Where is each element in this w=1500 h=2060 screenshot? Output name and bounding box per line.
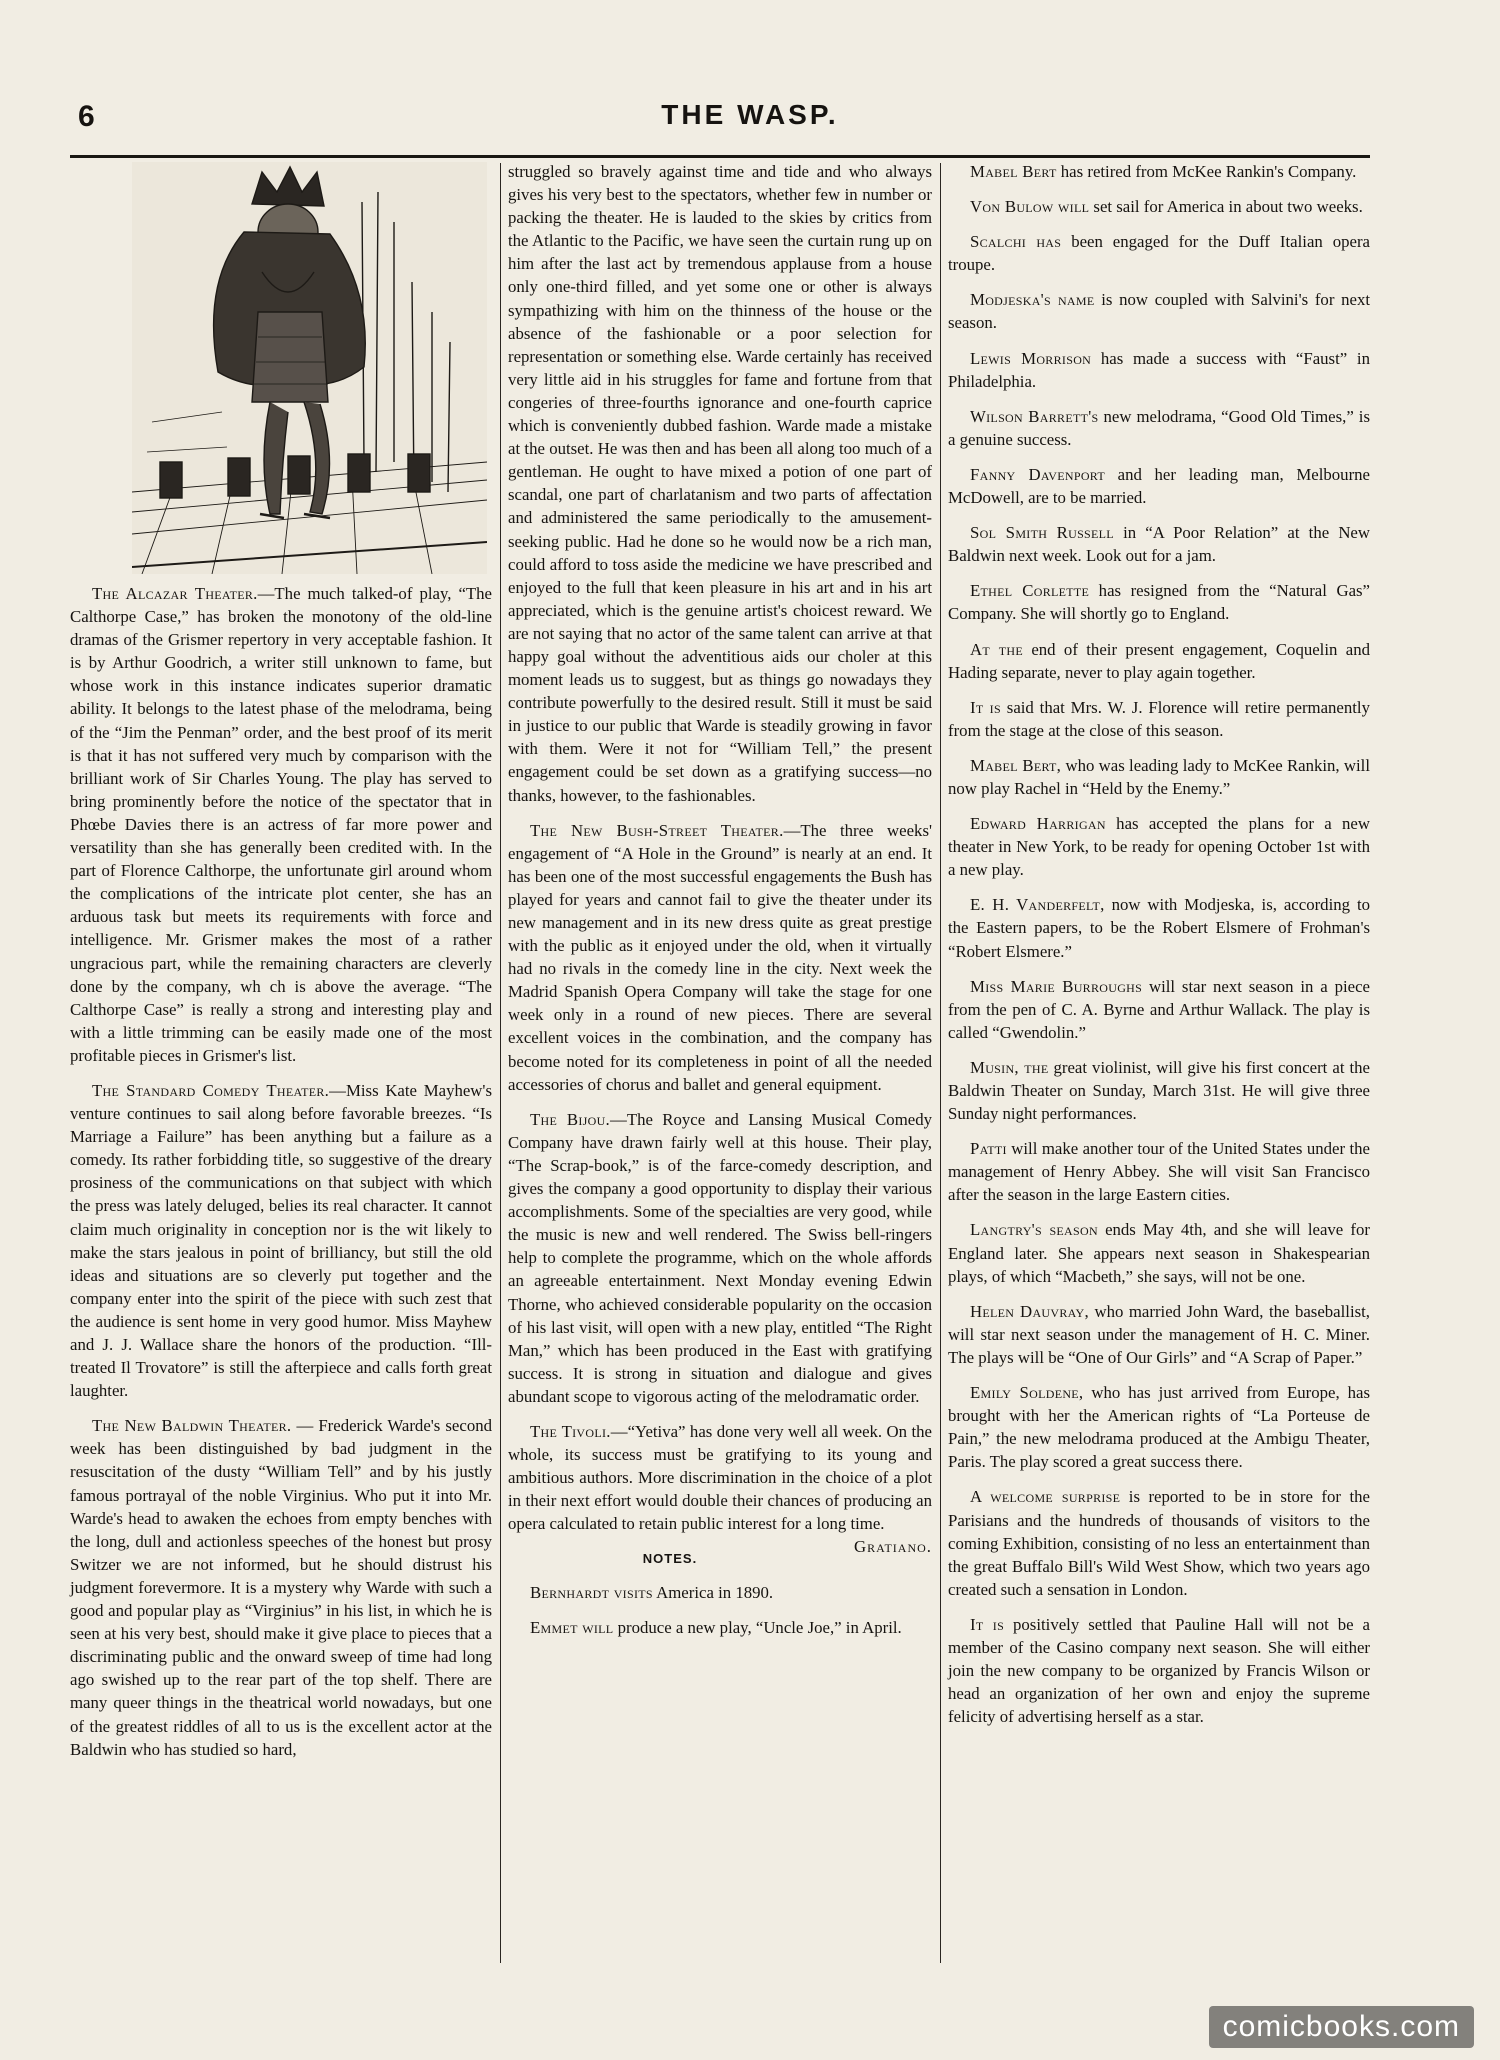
- note-item: [948, 696, 1370, 742]
- article-tivoli: [508, 1420, 932, 1557]
- notes-list: [948, 160, 1370, 1728]
- note-heading: A welcome surprise: [970, 1487, 1121, 1507]
- page-number: 6: [78, 100, 95, 133]
- note-body: is reported to be in store for the Parisians and the hundreds of thousands of visitors to the coming Exhibition, consisting of no less an entertainment than the great Buffalo Bill's Wild West Show, which two years ago created such a sensation in London.: [948, 1487, 1371, 1599]
- column-divider: [940, 163, 941, 1963]
- article-body: —The Royce and Lansing Musical Comedy Company have drawn fairly well at this house. Their play, “The Scrap-book,” is of the farce-comedy description, and gives the company a good opportunity to display their various accomplishments. Some of the specialties are very good, while the music is new and well rendered. The Swiss bell-ringers help to complete the programme, which on the whole affords an agreeable entertainment. Next Monday evening Edwin Thorne, who achieved considerable popularity on the occasion of his last visit, will open with a new play, entitled “The Right Man,” which has been produced in the East with gratifying success. It is strong in situation and dialogue and gives abundant scope to vigorous acting of the melodramatic order.: [508, 1109, 932, 1406]
- note-heading: Patti: [970, 1139, 1007, 1159]
- column-3: [948, 160, 1370, 1740]
- note-item: [508, 1616, 932, 1639]
- note-heading: Langtry's season: [970, 1220, 1098, 1240]
- note-body: is now coupled with Salvini's for next season.: [948, 290, 1371, 333]
- note-body: has accepted the plans for a new theater in New York, to be ready for opening October 1st with a new play.: [948, 814, 1370, 880]
- article-body: —“Yetiva” has done very well all week. On the whole, its success must be gratifying to its young and ambitious authors. More discrimination in the choice of a plot in their next effort would double their chances of producing an opera calculated to retain public interest for a long time.: [508, 1421, 932, 1534]
- note-heading: Musin, the: [970, 1057, 1049, 1077]
- note-heading: Fanny Davenport: [970, 464, 1105, 484]
- note-heading: Miss Marie Burroughs: [970, 976, 1143, 996]
- header-rule: [70, 155, 1370, 158]
- article-heading: The New Baldwin Theater.: [92, 1416, 292, 1436]
- note-body: produce a new play, “Uncle Joe,” in April.: [613, 1617, 902, 1637]
- column-1: [70, 160, 492, 1773]
- column-2: [508, 160, 932, 1651]
- note-heading: Emmet will: [530, 1617, 614, 1637]
- note-body: set sail for America in about two weeks.: [1089, 197, 1363, 217]
- note-item: [948, 347, 1370, 393]
- note-heading: Lewis Morrison: [970, 348, 1092, 368]
- note-body: has made a success with “Faust” in Philadelphia.: [948, 348, 1370, 391]
- article-alcazar: [70, 582, 492, 1067]
- note-heading: At the: [970, 639, 1023, 659]
- note-body: new melodrama, “Good Old Times,” is a genuine success.: [948, 406, 1370, 449]
- note-body: in “A Poor Relation” at the New Baldwin next week. Look out for a jam.: [948, 523, 1371, 566]
- note-heading: Ethel Corlette: [970, 581, 1090, 601]
- note-item: [948, 754, 1370, 800]
- note-heading: Scalchi has: [970, 232, 1062, 252]
- note-body: great violinist, will give his first concert at the Baldwin Theater on Sunday, March 31st. He will give three Sunday night performances.: [948, 1057, 1371, 1124]
- article-body: —The much talked-of play, “The Calthorpe Case,” has broken the monotony of the old-line dramas of the Grismer repertory in very acceptable fashion. It is by Arthur Goodrich, a writer still unknown to fame, but whose work in this instance indicates superior dramatic ability. It belongs to the latest phase of the melodrama, being of the “Jim the Penman” order, and the best proof of its merit is that it has not suffered very much by comparison with the brilliant work of Sir Charles Young. The play has served to bring prominently before the notice of the spectator that in Phœbe Davies there is an actress of far more power and versatility than she has generally been credited with. In the part of Florence Calthorpe, the unfortunate girl around whom the complications of the intricate plot center, she has an arduous task but meets its requirements with force and intelligence. Mr. Grismer makes the most of a rather ungracious part, while the remaining characters are cleverly done by the company, wh ch is above the average. “The Calthorpe Case” is really a strong and interesting play and with a little trimming can be easily made one of the most profitable pieces in Grismer's list.: [70, 584, 493, 1065]
- article-heading: The New Bush-Street Theater.: [530, 820, 784, 840]
- article-baldwin: [70, 1414, 492, 1760]
- note-heading: Helen Dauvray,: [970, 1301, 1089, 1321]
- note-heading: It is: [970, 697, 1001, 717]
- note-heading: Emily Soldene,: [970, 1383, 1084, 1403]
- note-heading: Sol Smith Russell: [970, 523, 1114, 543]
- note-body: who has just arrived from Europe, has brought with her the American rights of “La Porteuse de Pain,” the new melodrama produced at the Ambigu Theater, Paris. The play scored a great success there.: [948, 1383, 1371, 1472]
- article-heading: The Alcazar Theater.: [92, 584, 258, 603]
- note-item: [948, 195, 1370, 218]
- column-divider: [500, 163, 501, 1963]
- note-heading: E. H. Vanderfelt,: [970, 895, 1105, 915]
- note-body: will star next season in a piece from the pen of C. A. Byrne and Arthur Wallack. The play is called “Gwendolin.”: [948, 976, 1370, 1042]
- note-item: [948, 1218, 1370, 1287]
- note-heading: It is: [970, 1614, 1005, 1634]
- note-body: will make another tour of the United States under the management of Henry Abbey. She will visit San Francisco after the season in the large Eastern cities.: [948, 1139, 1370, 1205]
- note-item: [948, 1300, 1370, 1369]
- note-body: and her leading man, Melbourne McDowell, are to be married.: [948, 464, 1370, 508]
- article-heading: The Tivoli.: [530, 1421, 611, 1441]
- article-heading: The Bijou.: [530, 1109, 611, 1129]
- note-heading: Edward Harrigan: [970, 814, 1106, 834]
- article-body: — Frederick Warde's second week has been distinguished by bad judgment in the resuscitation of the dusty “William Tell” and by his justly famous portrayal of the noble Virginius. Who put it into Mr. Warde's head to awaken the echoes from empty benches with the long, dull and actionless speeches of the honest but prosy Switzer we are not informed, but he should distrust his judgment forevermore. It is a mystery why Warde with such a good and popular play as “Virginius” in his list, in which he is seen at his very best, should make it give place to pieces that a discriminating public and the onward sweep of time had long ago swished up to the rear part of the top shelf. There are many queer things in the theatrical world nowadays, but one of the greatest riddles of all to us is the excellent actor at the Baldwin who has studied so hard,: [70, 1416, 492, 1759]
- note-item: [948, 288, 1370, 334]
- watermark-logo: comicbooks.com: [1209, 2006, 1474, 2048]
- note-item: [948, 1137, 1370, 1206]
- note-body: has resigned from the “Natural Gas” Company. She will shortly go to England.: [948, 581, 1370, 624]
- caricature-illustration: [132, 162, 487, 574]
- note-body: ends May 4th, and she will leave for England later. She appears next season in Shakespearian plays, of which “Macbeth,” she says, will not be one.: [948, 1220, 1370, 1286]
- note-item: [948, 893, 1370, 962]
- note-body: been engaged for the Duff Italian opera troupe.: [948, 232, 1370, 275]
- masthead-title: THE WASP.: [661, 99, 839, 130]
- note-item: [948, 1485, 1370, 1600]
- article-bush: [508, 819, 932, 1096]
- note-body: said that Mrs. W. J. Florence will retire permanently from the stage at the close of this season.: [948, 697, 1370, 740]
- note-item: [948, 405, 1370, 451]
- note-item: [948, 230, 1370, 276]
- note-item: [948, 521, 1370, 567]
- note-heading: Mabel Bert: [970, 162, 1057, 181]
- note-item: [508, 1581, 932, 1604]
- note-item: [948, 463, 1370, 509]
- notes-list: [508, 1581, 932, 1639]
- author-signature: Gratiano.: [854, 1537, 932, 1557]
- note-body: now with Modjeska, is, according to the Eastern papers, to be the Robert Elsmere of Frohman's “Robert Elsmere.”: [948, 895, 1371, 961]
- note-item: [948, 812, 1370, 881]
- note-heading: Modjeska's name: [970, 290, 1095, 310]
- note-heading: Wilson Barrett's: [970, 406, 1099, 426]
- article-standard: [70, 1079, 492, 1402]
- note-item: [948, 1056, 1370, 1125]
- note-item: [948, 1613, 1370, 1728]
- note-item: [948, 579, 1370, 625]
- article-heading: The Standard Comedy Theater.: [92, 1080, 330, 1100]
- note-item: [948, 160, 1370, 183]
- note-body: who was leading lady to McKee Rankin, will now play Rachel in “Held by the Enemy.”: [948, 755, 1371, 798]
- article-body: —Miss Kate Mayhew's venture continues to sail along before favorable breezes. “Is Marriage a Failure” has been anything but a failure as a comedy. Its rather forbidding title, so suggestive of the dreary prosiness of the communications on that subject with which the press was lately deluged, belies its real character. It cannot claim much originality in conception nor is the wit likely to make the stars jealous in point of brilliancy, but still the old ideas and situations are so cleverly put together and the company enter into the spirit of the piece with such zest that the audience is sent home in very good humor. Miss Mayhew and J. J. Wallace share the honors of the production. “Ill-treated Il Trovatore” is still the afterpiece and calls forth great laughter.: [70, 1080, 492, 1401]
- note-item: [948, 638, 1370, 684]
- note-body: end of their present engagement, Coquelin and Hading separate, never to play again together.: [948, 639, 1370, 682]
- note-heading: Mabel Bert,: [970, 755, 1062, 775]
- article-bijou: [508, 1108, 932, 1408]
- notes-heading: NOTES.: [642, 1551, 698, 1567]
- article-baldwin-continued: struggled so bravely against time and tide and who always gives his very best to the spectators, whether few in number or packing the theater. He is lauded to the skies by critics from the Atlantic to the Pacific, we have seen the curtain rung up on him after the last act by tremendous applause from a house only one-third filled, and yet some one or other is always sympathizing with him on the thinness of the house or the absence of the fashionable or a poor selection for representation or something else. Warde certainly has received very little aid in his struggles for fame and fortune from that congeries of three-fourths ignorance and one-fourth caprice which is conveniently dubbed fashion. Warde made a mistake at the outset. He was then and has been all along too much of a gentleman. He ought to have mixed a potion of one part of scandal, one part of charlatanism and two parts of affectation and administered the same periodically to the amusement-seeking public. Had he done so he would now be a rich man, could afford to toss aside the medicine we have prescribed and enjoyed to the full that keen pleasure in his art and in his art appreciated, which is the genuine artist's choicest reward. We are not saying that no actor of the same talent can arrive at that happy goal without the adventitious aids our choler at this moment leads us to suggest, but as things go nowadays they contribute powerfully to the desired result. Still it must be said in justice to our public that Warde is steadily growing in favor with them. Were it not for “William Tell,” the present engagement could be set down as a gratifying success—no thanks, however, to the fashionables.: [508, 162, 932, 805]
- note-body: has retired from McKee Rankin's Company.: [1056, 162, 1357, 181]
- note-heading: Von Bulow will: [970, 197, 1090, 217]
- note-body: who married John Ward, the baseballist, will star next season under the management of H. C. Miner. The plays will be “One of Our Girls” and “A Scrap of Paper.”: [948, 1301, 1370, 1367]
- note-body: America in 1890.: [652, 1582, 774, 1602]
- note-item: [948, 1381, 1370, 1473]
- note-heading: Bernhardt visits: [530, 1582, 653, 1602]
- note-item: [948, 975, 1370, 1044]
- article-body: —The three weeks' engagement of “A Hole in the Ground” is nearly at an end. It has been one of the most successful engagements the Bush has played for years and cannot fail to give the theater under its new management and in its new dress quite as great prestige with the public as it enjoyed under the old, when it virtually had no rivals in the comedy line in the city. Next week the Madrid Spanish Opera Company will take the stage for one week only in a round of new pieces. There are several excellent voices in the combination, and the company has become noted for its completeness in point of all the needed accessories of chorus and ballet and general equipment.: [508, 820, 932, 1094]
- note-body: positively settled that Pauline Hall will not be a member of the Casino company next season. She will either join the new company to be organized by Francis Wilson or head an organization of her own and enjoy the supreme felicity of advertising herself as a star.: [948, 1614, 1370, 1727]
